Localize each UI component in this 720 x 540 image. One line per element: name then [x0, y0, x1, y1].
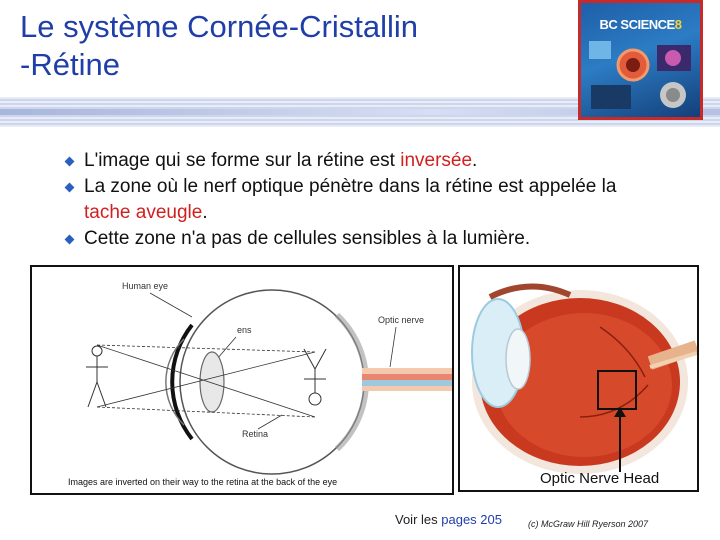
page-reference-link[interactable]: pages 205 — [441, 512, 502, 527]
bullet-highlight: tache aveugle — [84, 202, 203, 223]
bullet-tail: . — [472, 150, 478, 171]
eye-diagram-drawing — [32, 267, 452, 493]
book-cover-image — [578, 0, 703, 120]
optic-nerve — [362, 368, 452, 391]
diagram-caption: Images are inverted on their way to the retina at the back of the eye — [68, 477, 338, 487]
human-eye-leader-line — [150, 293, 192, 317]
copyright-notice: (c) McGraw Hill Ryerson 2007 — [528, 519, 649, 529]
bullet-text: L'image qui se forme sur la rétine est — [84, 150, 401, 171]
label-retina: Retina — [242, 429, 269, 439]
bullet-text: La zone où le nerf optique pénètre dans la rétine est appelée la — [84, 176, 617, 197]
upright-stick-figure-icon — [86, 346, 108, 407]
photo-label-optic-nerve-head: Optic Nerve Head — [540, 470, 660, 487]
slide-title-line-2: -Rétine — [20, 47, 120, 82]
eye-anatomy-drawing — [460, 267, 697, 490]
diamond-bullet-icon — [65, 235, 75, 245]
book-cover-title-text: BC SCIENCE — [599, 17, 675, 32]
bullet-item — [62, 148, 662, 174]
eye-cross-section — [472, 286, 697, 474]
book-cover-number: 8 — [674, 17, 682, 32]
slide-title-line-1: Le système Cornée-Cristallin — [20, 9, 418, 44]
label-optic-nerve: Optic nerve — [378, 315, 425, 325]
bullet-highlight: inversée — [400, 150, 473, 171]
bullet-tail: . — [202, 202, 208, 223]
lens-leader-line — [217, 337, 236, 359]
diamond-bullet-icon — [65, 157, 75, 167]
book-cover-art — [581, 3, 700, 117]
eye-diagram — [30, 265, 454, 495]
eye-anatomy-photo — [458, 265, 699, 492]
label-lens: ens — [237, 325, 252, 335]
bullet-item — [62, 174, 662, 226]
page-reference — [395, 512, 502, 527]
label-human-eye: Human eye — [122, 281, 169, 291]
bullet-list — [62, 148, 662, 252]
diamond-bullet-icon — [65, 183, 75, 193]
slide-title — [20, 8, 560, 84]
bullet-text: Cette zone n'a pas de cellules sensibles à la lumière. — [84, 228, 531, 249]
bullet-item — [62, 226, 662, 252]
retina-leader-line — [258, 415, 282, 429]
page-reference-prefix: Voir les — [395, 512, 442, 527]
inverted-stick-figure-icon — [304, 349, 326, 405]
optic-nerve-leader-line — [390, 327, 396, 367]
